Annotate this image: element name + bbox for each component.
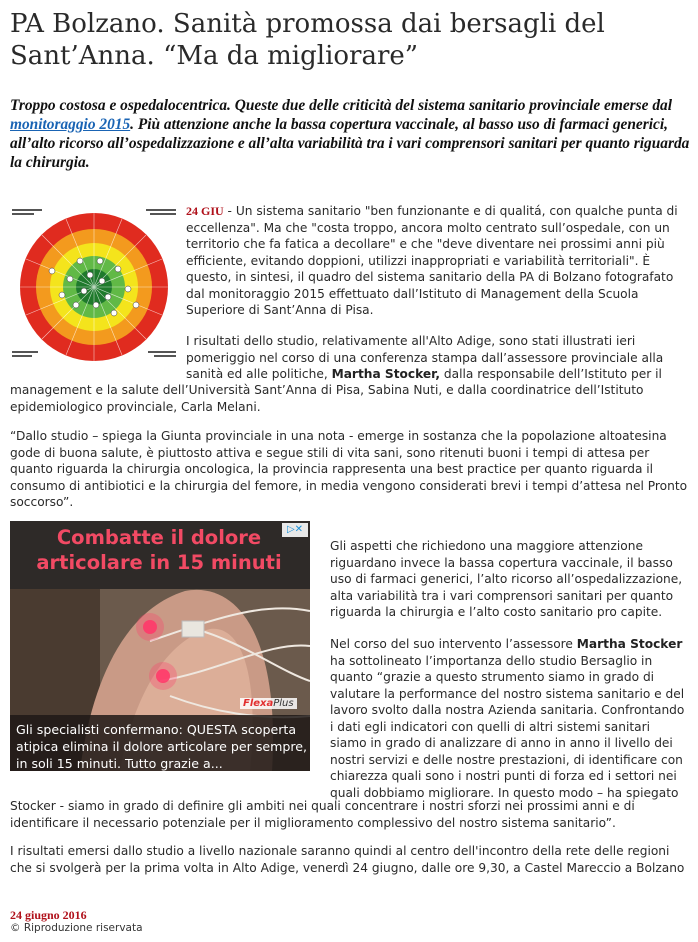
ad-brand-b: Plus [273, 698, 294, 709]
paragraph-4: Gli aspetti che richiedono una maggiore attenzione riguardano invece la bassa copertura vaccinale, il basso uso di farmaci generici, l’alto ricorso all’ospedalizzazione, alta variabilità tra i vari comprensori sanitari per quanto riguarda la chirurgia e l’alto costo sanitario pro capite. [330, 539, 683, 619]
assessore-name: Martha Stocker, [331, 367, 441, 381]
assessore-name-2: Martha Stocker [576, 637, 683, 651]
bersaglio-target-figure [10, 205, 178, 365]
monitoraggio-link[interactable]: monitoraggio 2015 [10, 116, 131, 133]
paragraph-5-continued: Stocker - siamo in grado di definire gli ambiti nei quali concentrare i nostri sforzi nei prossimi anni e di identificare il necessario potenziale per il miglioramento complessivo del nostro sistema sanitario”. [10, 799, 635, 830]
paragraph-2-text-a: I risultati dello studio, relativamente all'Alto Adige, sono stati illustrati ieri pomeriggio nel corso di una conferenza stampa dall’assessore provinciale alla sanità ed alle politiche, [186, 334, 664, 381]
ad-brand-a: Flexa [243, 698, 274, 709]
ad-caption[interactable]: Gli specialisti confermano: QUESTA scoperta atipica elimina il dolore articolare per sempre, in soli 15 minuti. Tutto grazie a... [16, 722, 308, 771]
paragraph-2-continued: management e la salute dell’Università Sant’Anna di Pisa, Sabina Nuti, e dalla coordinatrice dell’Istituto epidemiologico provinciale, Carla Melani. [10, 383, 644, 414]
copyright-notice: © Riproduzione riservata [10, 922, 143, 934]
publication-date: 24 giugno 2016 [10, 908, 87, 922]
paragraph-2 [186, 333, 688, 383]
inline-date: 24 GIU [186, 204, 224, 218]
paragraph-2-text-b: dalla responsabile dell’Istituto per il [440, 367, 662, 381]
target-chart-graphic [10, 205, 178, 365]
ad-headline[interactable]: Combatte il dolore articolare in 15 minuti [36, 526, 282, 574]
article-title: PA Bolzano. Sanità promossa dai bersagli del Sant’Anna. “Ma da migliorare” [10, 9, 605, 71]
paragraph-1 [186, 203, 688, 319]
paragraph-5 [330, 636, 688, 801]
paragraph-3: “Dallo studio – spiega la Giunta provinciale in una nota - emerge in sostanza che la popolazione altoatesina gode di buona salute, è piuttosto attiva e segue stili di vita sani, sono ritenuti buoni i tempi di attesa per quanto riguarda la chirurgia oncologica, la provincia rappresenta una best practice per quanto riguarda il consumo di antibiotici e la chirurgia del femore, in media vengono considerati brevi i tempi d’attesa nel Pronto soccorso”. [10, 429, 688, 509]
article-lead [10, 96, 690, 172]
advertisement[interactable] [10, 521, 310, 771]
paragraph-6: I risultati emersi dallo studio a livello nazionale saranno quindi al centro dell'incontro della rete delle regioni che si svolgerà per la prima volta in Alto Adige, venerdì 24 giugno, dalle ore 9,30, a Castel Mareccio a Bolzano [10, 844, 685, 875]
paragraph-5-text-b: ha sottolineato l’importanza dello studio Bersaglio in quanto “grazie a questo strumento siamo in grado di valutare la performance del nostro sistema sanitario e del lavoro svolto dalla nostra Azienda sanitaria. Confrontando i dati egli indicatori con quelli di altri sistemi sanitari siamo in grado di analizzare di anno in anno il livello dei nostri servizi e delle nostre prestazioni, di identificare con chiarezza quali sono i nostri punti di forza ed i settori nei quali dobbiamo migliorare. In questo modo – ha spiegato [330, 653, 685, 800]
lead-text-2: . Più attenzione anche la bassa copertura vaccinale, al basso uso di farmaci generici, all’alto ricorso all’ospedalizzazione e all’alta variabilità tra i vari comprensori sanitari per quanto riguarda la chirurgia. [10, 116, 690, 171]
paragraph-5-text-a: Nel corso del suo intervento l’assessore [330, 637, 577, 651]
lead-text-1: Troppo costosa e ospedalocentrica. Queste due delle criticità del sistema sanitario provinciale emerse dal [10, 97, 673, 114]
adchoices-icon[interactable]: ▷✕ [282, 523, 308, 537]
ad-brand-logo [240, 698, 297, 709]
paragraph-1-text: - Un sistema sanitario "ben funzionante e di qualitá, con qualche punta di eccellenza". Ma che "costa troppo, ancora molto centrato sull’ospedale, con un territorio che fa fatica a decollare" e che "deve diventare nei prossimi anni più efficiente, evitando doppioni, utilizzi inappropriati e variabilità territoriali". È questo, in sintesi, il quadro del sistema sanitario della PA di Bolzano fotografato dal monitoraggio 2015 effettuato dall’Istituto di Management della Scuola Superiore di Sant’Anna di Pisa. [186, 204, 678, 317]
